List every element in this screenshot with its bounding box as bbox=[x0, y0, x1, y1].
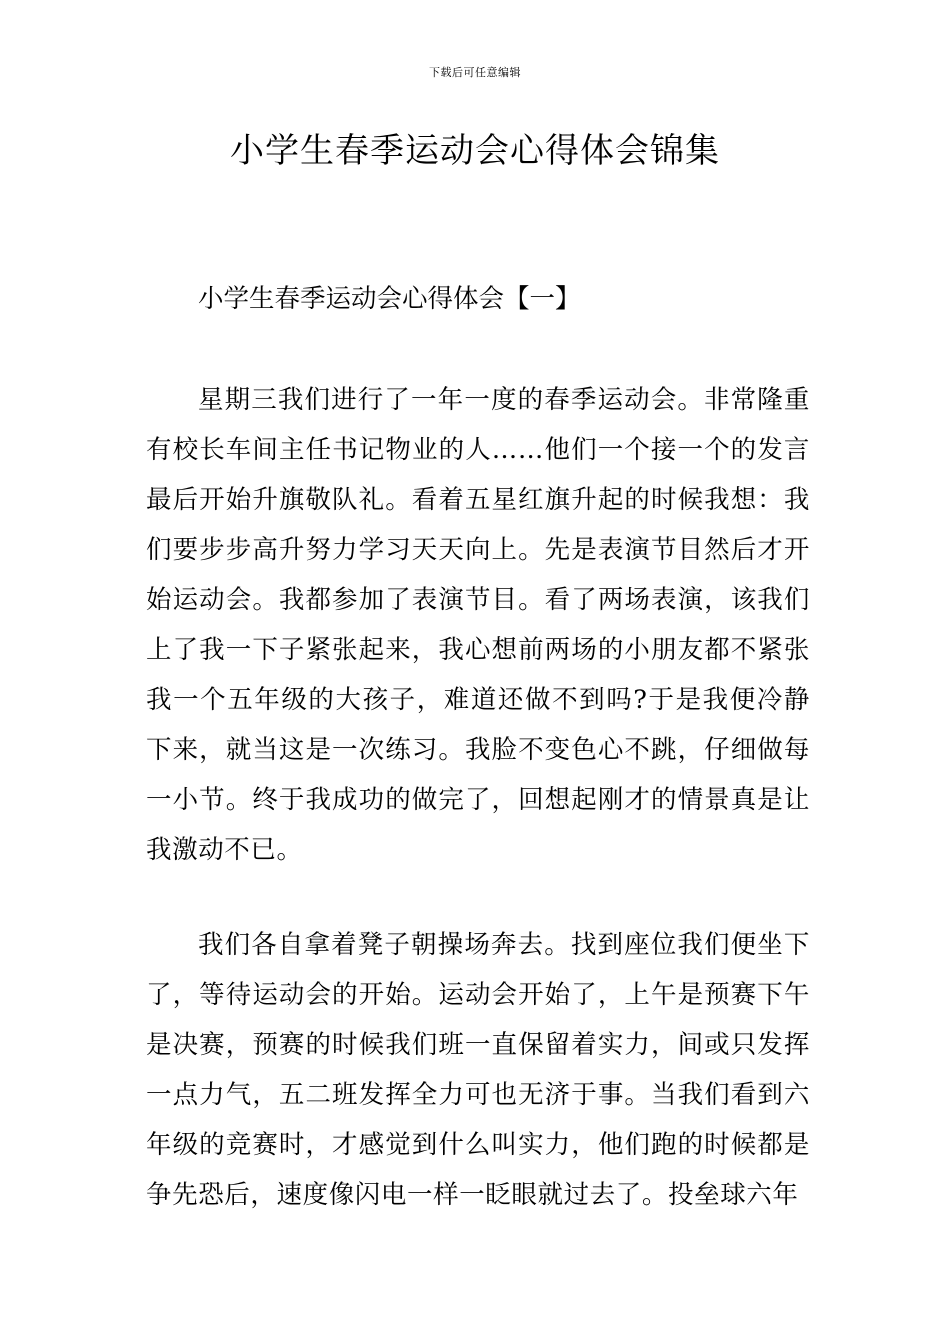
document-title: 小学生春季运动会心得体会锦集 bbox=[230, 131, 720, 171]
header-note: 下载后可任意编辑 bbox=[429, 66, 521, 79]
section-heading: 小学生春季运动会心得体会【一】 bbox=[198, 284, 581, 314]
paragraph-2: 我们各自拿着凳子朝操场奔去。找到座位我们便坐下了，等待运动会的开始。运动会开始了，上午是预赛下午是决赛，预赛的时候我们班一直保留着实力，间或只发挥一点力气，五二班发挥全力可也无济于事。当我们看到六年级的竞赛时，才感觉到什么叫实力，他们跑的时候都是争先恐后，速度像闪电一样一眨眼就过去了。投垒球六年 bbox=[146, 930, 810, 1210]
paragraph-1: 星期三我们进行了一年一度的春季运动会。非常隆重有校长车间主任书记物业的人……他们一个接一个的发言最后开始升旗敬队礼。看着五星红旗升起的时候我想：我们要步步高升努力学习天天向上。先是表演节目然后才开始运动会。我都参加了表演节目。看了两场表演，该我们上了我一下子紧张起来，我心想前两场的小朋友都不紧张我一个五年级的大孩子，难道还做不到吗?于是我便冷静下来，就当这是一次练习。我脸不变色心不跳，仔细做每一小节。终于我成功的做完了，回想起刚才的情景真是让我激动不已。 bbox=[146, 385, 810, 865]
